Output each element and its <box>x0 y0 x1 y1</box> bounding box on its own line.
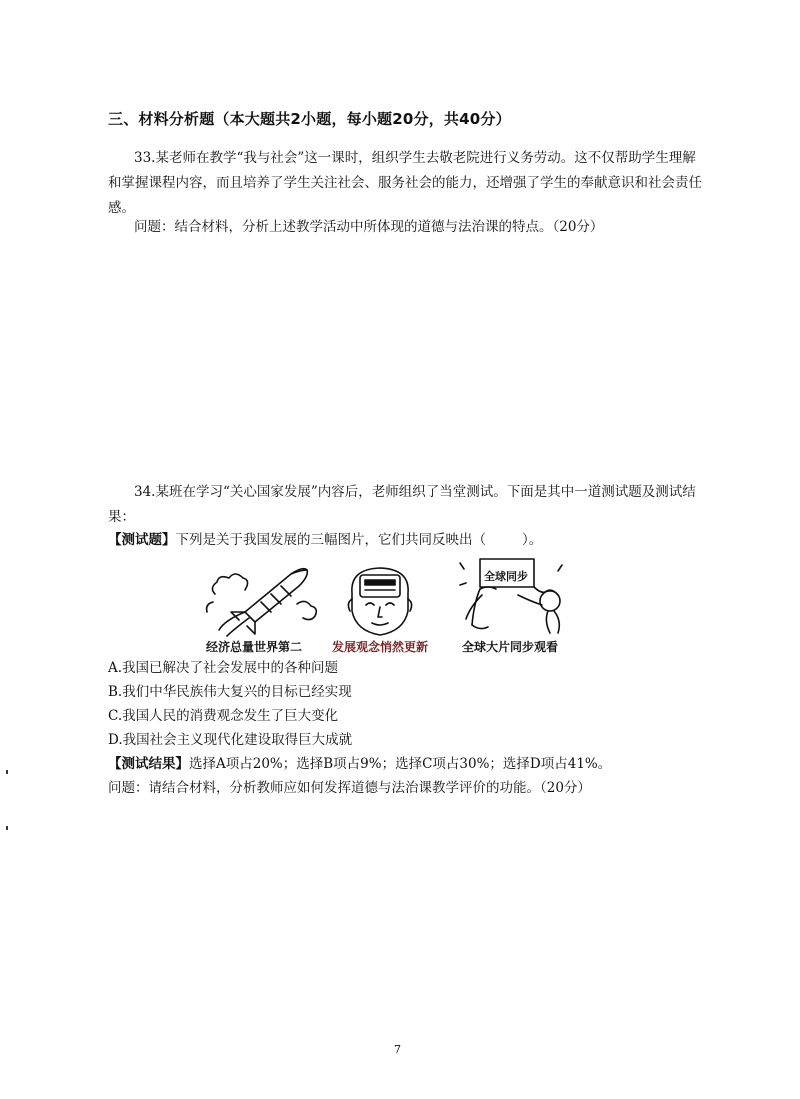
option-d: D.我国社会主义现代化建设取得巨大成就 <box>108 732 353 748</box>
test-result-line <box>108 754 611 774</box>
image-caption-3: 全球大片同步观看 <box>462 640 559 654</box>
test-question-label: 【测试题】 <box>108 532 176 548</box>
option-a: A.我国已解决了社会发展中的各种问题 <box>108 660 339 676</box>
test-question-line <box>108 530 542 550</box>
rocket-illustration <box>205 560 325 638</box>
option-c: C.我国人民的消费观念发生了巨大变化 <box>108 708 339 724</box>
image-caption-1: 经济总量世界第二 <box>206 640 303 654</box>
question-34-material: 34.某班在学习“关心国家发展”内容后，老师组织了当堂测试。下面是其中一道测试题及测试结果： <box>108 484 696 525</box>
question-34-prompt: 问题：请结合材料，分析教师应如何发挥道德与法治课教学评价的功能。（20分） <box>108 780 591 796</box>
thinking-head-illustration <box>340 563 420 638</box>
option-b: B.我们中华民族伟大复兴的目标已经实现 <box>108 684 352 700</box>
page-number: 7 <box>394 1043 401 1056</box>
test-question-end: ）。 <box>522 532 543 548</box>
section-title: 三、材料分析题（本大题共2小题，每小题20分，共40分） <box>108 110 511 128</box>
scan-speck <box>6 826 8 830</box>
test-question-text: 下列是关于我国发展的三幅图片，它们共同反映出（ <box>175 532 486 548</box>
scan-speck <box>6 770 8 774</box>
question-33-prompt: 问题：结合材料，分析上述教学活动中所体现的道德与法治课的特点。（20分） <box>134 219 604 235</box>
image-caption-2: 发展观念悄然更新 <box>332 640 429 654</box>
test-result-text: 选择A项占20%；选择B项占9%；选择C项占30%；选择D项占41%。 <box>189 756 612 772</box>
global-sync-sign-text: 全球同步 <box>484 570 528 583</box>
question-33-material: 33.某老师在教学“我与社会”这一课时，组织学生去敬老院进行义务劳动。这不仅帮助学生理解和掌握课程内容，而且培养了学生关注社会、服务社会的能力，还增强了学生的奉献意识和社会责任感。 <box>108 150 702 216</box>
test-result-label: 【测试结果】 <box>108 756 189 772</box>
